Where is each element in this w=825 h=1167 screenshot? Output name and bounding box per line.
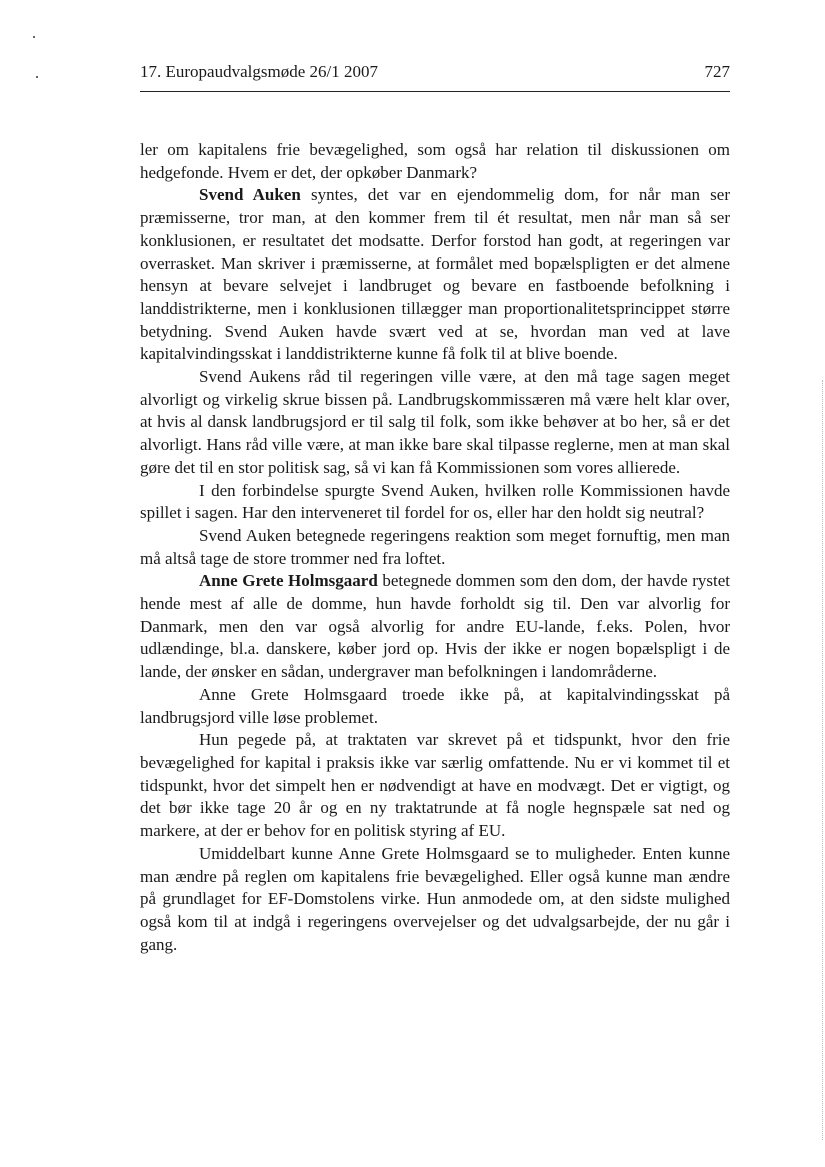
scan-speck <box>36 76 38 78</box>
header-rule <box>140 91 730 92</box>
speaker-name: Anne Grete Holmsgaard <box>199 571 378 591</box>
paragraph-text: Umiddelbart kunne Anne Grete Holmsgaard se to muligheder. Enten kunne man ændre på reglen om kapitalens frie bevægelighed. Eller også kunne man ændre på grundlaget for EF-Domstolens virke. Hun anmodede om, at den sidste mulighed også kom til at indgå i regeringens overvejelser og det udvalgsarbejde, der nu går i gang. <box>140 843 730 954</box>
paragraph-text: Svend Aukens råd til regeringen ville være, at den må tage sagen meget alvorligt og virkelig skrue bissen på. Landbrugskommissæren må være helt klar over, at hvis al dansk landbrugsjord er til salg til folk, som ikke behøver at bo her, så er det alvorligt. Hans råd ville være, at man ikke bare skal tilpasse reglerne, men at man skal gøre det til en stor politisk sag, så vi kan få Kommissionen som vores allierede. <box>140 367 730 477</box>
paragraph-text: I den forbindelse spurgte Svend Auken, hvilken rolle Kommissionen havde spillet i sagen. Har den interveneret til fordel for os, eller har den holdt sig neutral? <box>140 480 730 523</box>
speaker-name: Svend Auken <box>199 185 301 205</box>
paragraph-5 <box>140 525 730 570</box>
paragraph-text: Hun pegede på, at traktaten var skrevet på et tidspunkt, hvor den frie bevægelighed for kapital i praksis ikke var særlig omfattende. Nu er vi kommet til et tidspunkt, hvor det simpelt hen er nødvendigt at have en modvægt. Det er vigtigt, og det bør ikke tage 20 år og en ny traktatrunde at få nogle hegnspæle sat ned og markere, at der er behov for en politisk styring af EU. <box>140 730 730 841</box>
paragraph-7 <box>140 684 730 729</box>
paragraph-2 <box>140 184 730 366</box>
paragraph-text: syntes, det var en ejendommelig dom, for når man ser præmisserne, tror man, at den kommer frem til ét resultat, men når man så ser konklusionen, er resultatet det modsatte. Derfor forstod han godt, at regeringen var overrasket. Man skriver i præmisserne, at formålet med bopælspligten er det almene hensyn at bevare selvejet i landbruget og bevare en fastboende befolkning i landdistrikterne, men i konklusionen tillægger man proportionalitetsprincippet større betydning. Svend Auken havde svært ved at se, hvordan man ved at lave kapitalvindingsskat i landdistrikterne kunne få folk til at blive boende. <box>140 185 730 364</box>
paragraph-9 <box>140 843 730 957</box>
page-number: 727 <box>704 62 730 81</box>
scan-speck <box>33 36 35 38</box>
paragraph-text: Anne Grete Holmsgaard troede ikke på, at kapitalvindingsskat på landbrugsjord ville løse problemet. <box>140 684 730 727</box>
body-text <box>140 139 730 956</box>
paragraph-text: ler om kapitalens frie bevægelighed, som også har relation til diskussionen om hedgefonde. Hvem er det, der opkøber Danmark? <box>140 140 730 182</box>
paragraph-4 <box>140 480 730 525</box>
header-title: 17. Europaudvalgsmøde 26/1 2007 <box>140 62 378 81</box>
paragraph-text: Svend Auken betegnede regeringens reaktion som meget fornuftig, men man må altså tage de store trommer ned fra loftet. <box>140 525 730 568</box>
paragraph-6 <box>140 570 730 684</box>
paragraph-1 <box>140 139 730 184</box>
paragraph-8 <box>140 729 730 843</box>
paragraph-text: betegnede dommen som den dom, der havde rystet hende mest af alle de domme, hun havde forholdt sig til. Den var alvorlig for Danmark, men den var også alvorlig for andre EU-lande, f.eks. Polen, hvor udlændinge, bl.a. danskere, køber jord op. Hvis der ikke er nogen bopælspligt i de lande, der ønsker en sådan, undergraver man befolkningen i landområderne. <box>140 571 731 682</box>
scan-edge <box>821 380 823 1140</box>
paragraph-3 <box>140 366 730 480</box>
page-header <box>140 60 730 84</box>
